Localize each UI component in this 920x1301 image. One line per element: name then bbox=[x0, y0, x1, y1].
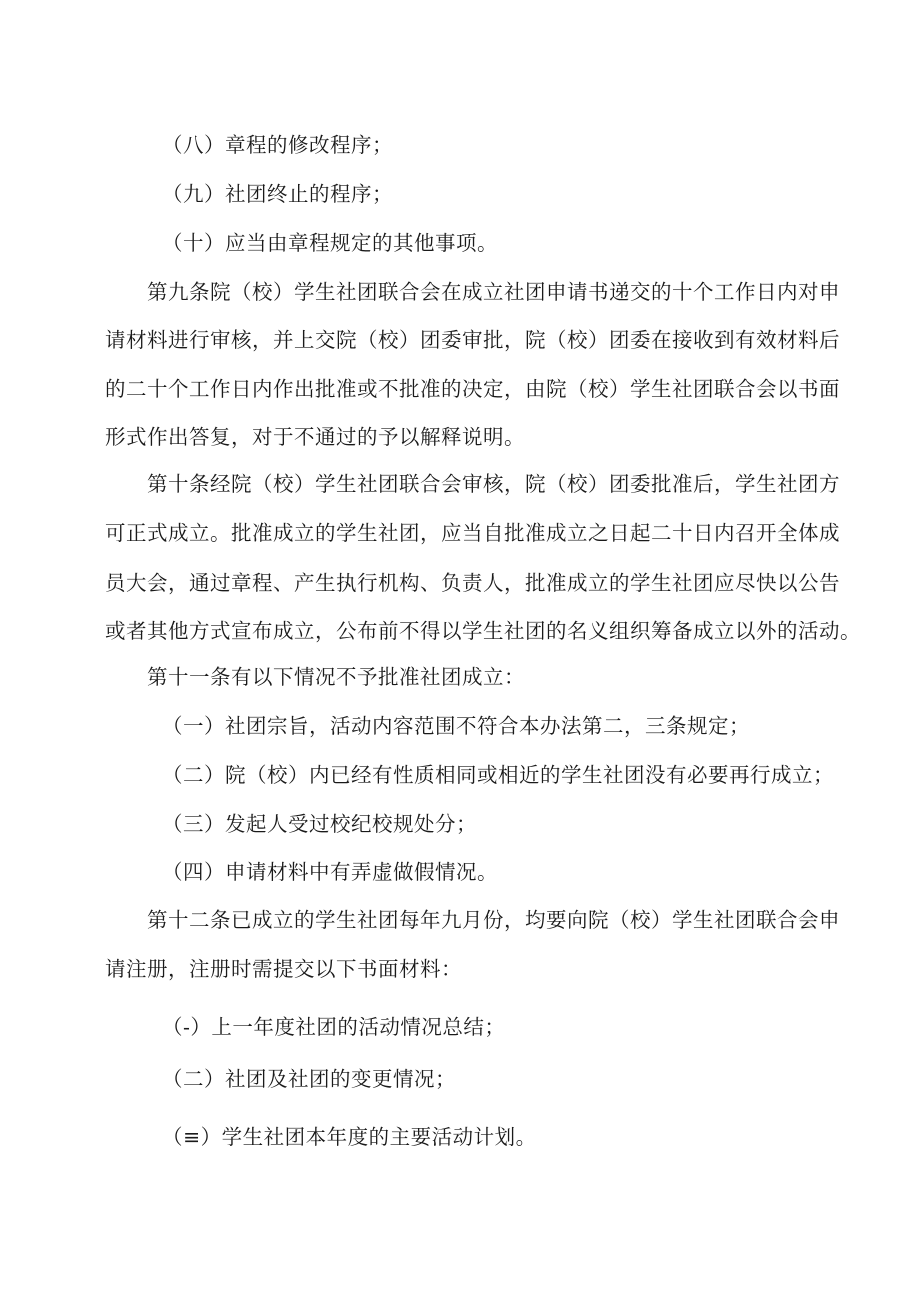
text-line: 第十二条已成立的学生社团每年九月份，均要向院（校）学生社团联合会申 bbox=[147, 908, 840, 932]
text-line: （-）上一年度社团的活动情况总结； bbox=[162, 1015, 506, 1039]
text-line: 员大会，通过章程、产生执行机构、负责人，批准成立的学生社团应尽快以公告 bbox=[105, 571, 840, 595]
text-line: （二）院（校）内已经有性质相同或相近的学生社团没有必要再行成立； bbox=[162, 763, 834, 787]
text-line: （一）社团宗旨，活动内容范围不符合本办法第二，三条规定； bbox=[162, 714, 750, 738]
text-line: （二）社团及社团的变更情况； bbox=[162, 1067, 456, 1091]
text-line: （三）发起人受过校纪校规处分； bbox=[162, 812, 477, 836]
text-line: （≡）学生社团本年度的主要活动计划。 bbox=[162, 1125, 537, 1149]
text-line: 形式作出答复，对于不通过的予以解释说明。 bbox=[105, 425, 525, 449]
text-line: 或者其他方式宣布成立，公布前不得以学生社团的名义组织筹备成立以外的活动。 bbox=[105, 619, 861, 643]
text-line: 的二十个工作日内作出批准或不批准的决定，由院（校）学生社团联合会以书面 bbox=[105, 377, 840, 401]
text-line: 请注册，注册时需提交以下书面材料： bbox=[105, 957, 462, 981]
text-line: 请材料进行审核，并上交院（校）团委审批，院（校）团委在接收到有效材料后 bbox=[105, 328, 840, 352]
text-line: （十）应当由章程规定的其他事项。 bbox=[162, 231, 498, 255]
text-line: 第十条经院（校）学生社团联合会审核，院（校）团委批准后，学生社团方 bbox=[147, 472, 840, 496]
text-line: （四）申请材料中有弄虚做假情况。 bbox=[162, 860, 498, 884]
text-line: （八）章程的修改程序； bbox=[162, 133, 393, 157]
text-line: 第九条院（校）学生社团联合会在成立社团申请书递交的十个工作日内对申 bbox=[147, 280, 840, 304]
text-line: 可正式成立。批准成立的学生社团，应当自批准成立之日起二十日内召开全体成 bbox=[105, 521, 840, 545]
text-line: 第十一条有以下情况不予批准社团成立： bbox=[147, 665, 525, 689]
text-line: （九）社团终止的程序； bbox=[162, 182, 393, 206]
